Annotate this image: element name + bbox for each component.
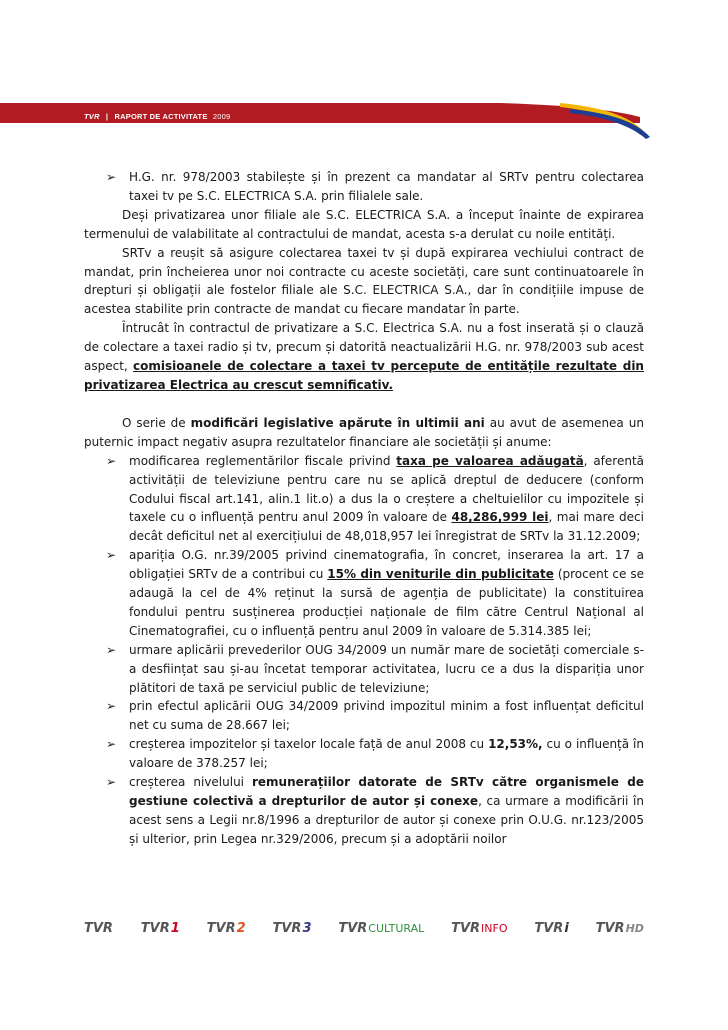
list-item [84, 546, 644, 641]
bullet-text: urmare aplicării prevederilor OUG 34/2009 un număr mare de societăți comerciale s-a desființat sau și-au încetat temporar activitatea, lucru ce a dus la dispariția unor plătitori de taxă pe serviciul public de televiziune; [129, 642, 644, 695]
arrow-bullet-icon: ➢ [106, 642, 117, 657]
header-year: 2009 [212, 112, 231, 121]
logo-suffix: 3 [302, 920, 312, 936]
bullet-text: , aferentă activității de televiziune pentru care nu se aplică dreptul de deducere (conform Codului fiscal art.141, alin.1 lit.o) a dus la o creștere a cheltuielilor cu impozitele și taxele cu o influență pentru anul 2009 în valoare de [129, 453, 645, 525]
bullet-text: H.G. nr. 978/2003 stabilește și în prezent ca mandatar al SRTv pentru colectarea taxei tv pe S.C. ELECTRICA S.A. prin filialele sale. [129, 170, 644, 203]
arrow-bullet-icon: ➢ [106, 737, 117, 752]
logo-text: TVR [338, 920, 368, 936]
emphasis-text: taxa pe valoarea adăugată [396, 453, 584, 468]
paragraph-text: O serie de [122, 415, 191, 430]
bullet-text: creșterea impozitelor și taxelor locale față de anul 2008 cu [129, 737, 489, 752]
document-body [84, 168, 644, 849]
list-item [84, 641, 644, 698]
tvr-info-logo [451, 921, 507, 936]
header-red-band [0, 103, 500, 123]
logo-suffix: 1 [170, 920, 180, 936]
impact-bullet-list [84, 452, 644, 849]
paragraph: SRTv a reușit să asigure colectarea taxei tv și după expirarea vechiului contract de mandat, prin încheierea unor noi contracte cu aceste societăți, care sunt continuatoarele în drepturi și obligații ale fostelor filiale ale S.C. ELECTRICA S.A., dar în condițiile impuse de acestea stabilite prin contracte de mandat cu fiecare mandatar în parte. [84, 245, 644, 317]
bullet-text: , ca urmare a modificării în acest sens a Legii nr.8/1996 a drepturilor de autor și conexe prin O.U.G. nr.123/2005 și ulterior, prin Legea nr.329/2006, precum și a adoptării noilor [129, 794, 645, 846]
logo-suffix: 2 [236, 920, 246, 936]
header-band-graphic [0, 103, 728, 141]
logo-text: TVR [140, 920, 170, 936]
logo-suffix: i [564, 920, 569, 936]
logo-text: TVR [534, 920, 564, 936]
logo-text: TVR [451, 920, 481, 936]
bullet-text: apariția O.G. nr.39/2005 privind cinematografia, în concret, inserarea la art. 17 a obligației SRTv de a contribui cu [129, 548, 644, 582]
arrow-bullet-icon: ➢ [106, 170, 117, 184]
logo-suffix: HD [625, 921, 644, 935]
logo-text: TVR [595, 920, 625, 936]
paragraph [84, 319, 644, 395]
tvr-hd-logo [596, 921, 644, 936]
tvr2-logo [207, 921, 246, 936]
bullet-text: cu o influență în valoare de 378.257 lei; [129, 737, 644, 771]
arrow-bullet-icon: ➢ [106, 453, 117, 468]
bullet-text: , mai mare deci decât deficitul net al exercițiului de 48,018,957 lei înregistrat de SRTv la 31.12.2009; [129, 510, 644, 544]
bullet-text: creșterea nivelului [129, 775, 252, 790]
header-separator: | [105, 112, 109, 121]
arrow-bullet-icon: ➢ [106, 775, 117, 790]
tvr3-logo [272, 921, 311, 936]
header-title: RAPORT DE ACTIVITATE [114, 112, 208, 121]
list-item [84, 168, 644, 206]
channel-logos-footer [84, 916, 644, 940]
paragraph-text: Întrucât în contractul de privatizare a S.C. Electrica S.A. nu a fost inserată și o clauză de colectare a taxei radio și tv, precum și datorită neactualizării H.G. nr. 978/2003 sub acest aspect, [84, 321, 644, 374]
logo-text: TVR [272, 920, 302, 936]
tvr-cultural-logo [338, 921, 424, 936]
emphasis-text: comisioanele de colectare a taxei tv percepute de entitățile rezultate din privatizarea Electrica au crescut semnificativ. [84, 359, 644, 392]
header-title-block [84, 112, 230, 121]
logo-text: TVR [206, 920, 236, 936]
emphasis-text: remunerațiilor datorate de SRTv către organismele de gestiune colectivă a drepturilor de autor și conexe [129, 775, 644, 808]
emphasis-text: 48,286,999 lei [451, 510, 549, 525]
tvr1-logo [141, 921, 180, 936]
paragraph: Deși privatizarea unor filiale ale S.C. ELECTRICA S.A. a început înainte de expirarea termenului de valabilitate al contractului de mandat, acesta s-a derulat cu noile entități. [84, 207, 644, 241]
logo-suffix: CULTURAL [368, 921, 425, 935]
intro-bullet-list [84, 168, 644, 206]
list-item [84, 697, 644, 735]
bullet-text: prin efectul aplicării OUG 34/2009 privind impozitul minim a fost influențat deficitul net cu suma de 28.667 lei; [129, 699, 644, 733]
spacer [84, 395, 644, 414]
emphasis-text: modificări legislative apărute în ultimii ani [190, 415, 485, 430]
logo-text: TVR [84, 920, 113, 936]
arrow-bullet-icon: ➢ [106, 548, 117, 563]
arrow-bullet-icon: ➢ [106, 699, 117, 714]
paragraph-text: au avut de asemenea un puternic impact negativ asupra rezultatelor financiare ale societății și anume: [84, 415, 644, 449]
report-header [0, 103, 728, 141]
list-item [84, 735, 644, 773]
list-item [84, 773, 644, 849]
list-item [84, 452, 644, 547]
bullet-text: modificarea reglementărilor fiscale privind [129, 453, 397, 468]
emphasis-text: 12,53%, [488, 737, 543, 752]
tvr-i-logo [534, 921, 568, 936]
bullet-text: (procent ce se adaugă la cel de 4% reținut la sursă de agenția de publicitate) la constituirea fondului pentru susținerea producției naționale de film către Centrul Național al Cinematografiei, cu o influență pentru anul 2009 în valoare de 5.314.385 lei; [129, 567, 644, 638]
paragraph [84, 414, 644, 452]
emphasis-text: 15% din veniturile din publicitate [327, 567, 554, 582]
logo-suffix: INFO [481, 921, 508, 935]
header-logo: TVR [84, 112, 100, 121]
tvr-logo [84, 921, 114, 936]
